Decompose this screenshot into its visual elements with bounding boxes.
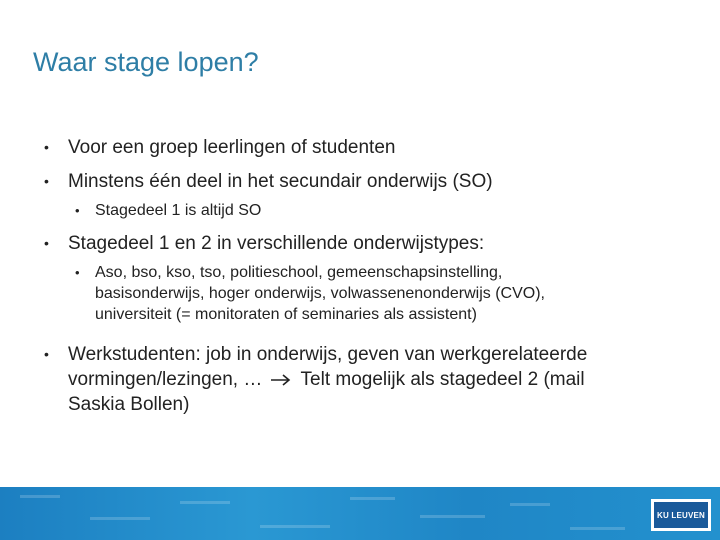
bullet-item: [44, 169, 493, 194]
bullet-text-line: basisonderwijs, hoger onderwijs, volwassenenonderwijs (CVO),: [95, 285, 545, 302]
bullet-item: [44, 135, 395, 160]
footer-pattern: [0, 487, 720, 540]
bullet-text-line: Saskia Bollen): [68, 394, 190, 415]
bullet-text-line: [68, 367, 587, 392]
bullet-text-fragment: vormingen/lezingen, …: [68, 369, 263, 390]
bullet-marker: •: [75, 265, 80, 280]
right-arrow-icon: [270, 373, 292, 387]
bullet-marker: •: [44, 235, 49, 251]
bullet-text-fragment: Telt mogelijk als stagedeel 2 (mail: [300, 369, 585, 390]
sub-bullet-item: [75, 262, 545, 325]
bullet-item: [44, 231, 484, 256]
bullet-text: Stagedeel 1 en 2 in verschillende onderwijstypes:: [68, 233, 485, 254]
bullet-marker: •: [44, 173, 49, 189]
slide-title: Waar stage lopen?: [33, 47, 259, 77]
sub-bullet-item: [75, 200, 261, 221]
bullet-text-line: Aso, bso, kso, tso, politieschool, gemeenschapsinstelling,: [95, 264, 503, 281]
bullet-marker: •: [44, 346, 49, 362]
ku-leuven-logo: [651, 499, 711, 531]
bullet-marker: •: [44, 139, 49, 155]
bullet-item: [44, 342, 587, 417]
footer-band: [0, 487, 720, 540]
bullet-text-line: Werkstudenten: job in onderwijs, geven van werkgerelateerde: [68, 344, 588, 365]
bullet-text-line: universiteit (= monitoraten of seminaries als assistent): [95, 306, 477, 323]
bullet-text: Minstens één deel in het secundair onderwijs (SO): [68, 171, 493, 192]
bullet-marker: •: [75, 203, 80, 218]
logo-text: KU LEUVEN: [654, 502, 708, 528]
bullet-text: Stagedeel 1 is altijd SO: [95, 202, 262, 219]
bullet-text: Voor een groep leerlingen of studenten: [68, 137, 396, 158]
